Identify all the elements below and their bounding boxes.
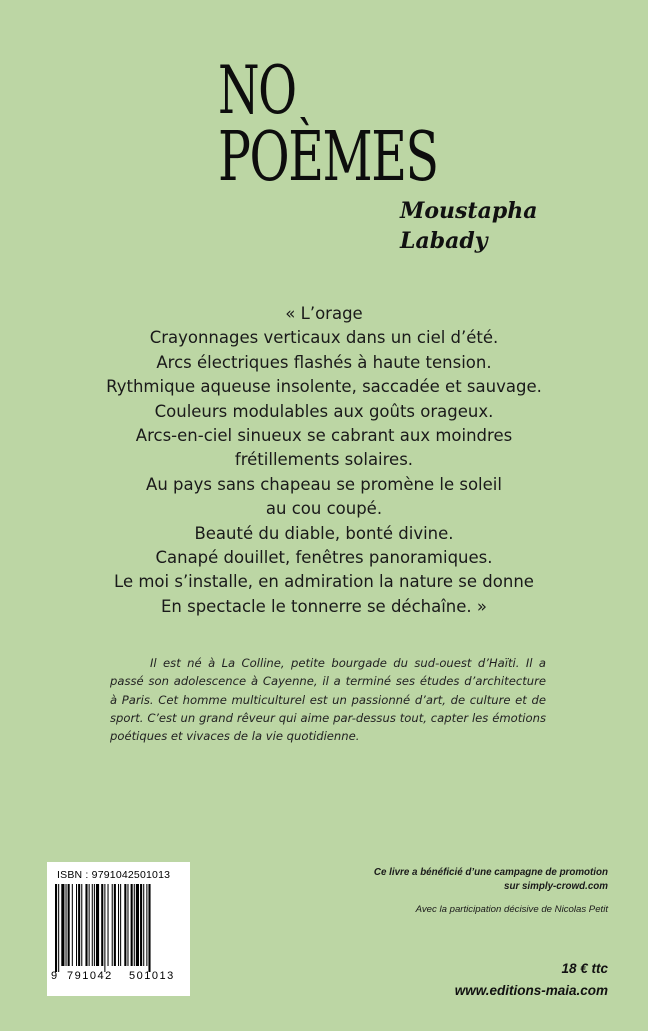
poem-line: En spectacle le tonnerre se déchaîne. » bbox=[160, 596, 487, 616]
poem-line: frétillements solaires. bbox=[234, 450, 414, 470]
barcode-bar bbox=[124, 884, 126, 966]
bio-line: passé son adolescence à Cayenne, il a terminé ses études d’architecture bbox=[110, 674, 546, 689]
barcode-bar bbox=[58, 884, 59, 972]
promo-notice bbox=[288, 866, 608, 894]
publisher-website: www.editions-maia.com bbox=[454, 983, 608, 998]
barcode-bar bbox=[92, 884, 93, 966]
bio-line: poétiques et vivaces de la vie quotidienne. bbox=[110, 729, 360, 744]
author-biography bbox=[110, 654, 546, 745]
barcode-bar bbox=[68, 884, 70, 966]
barcode-bar bbox=[112, 884, 113, 966]
barcode-bar bbox=[61, 884, 64, 966]
barcode-bar bbox=[136, 884, 139, 966]
barcode-bar bbox=[94, 884, 95, 966]
barcode-bar bbox=[143, 884, 144, 966]
poem-line: Rythmique aqueuse insolente, saccadée et sauvage. bbox=[106, 377, 542, 397]
barcode-bar bbox=[127, 884, 128, 966]
book-title-line-2: POÈMES bbox=[218, 118, 438, 197]
barcode-bar bbox=[101, 884, 103, 966]
book-title-line-1: NO bbox=[218, 52, 296, 129]
barcode-digit-first: 9 bbox=[51, 970, 58, 982]
isbn-label: ISBN : 9791042501013 bbox=[57, 869, 171, 881]
promo-line: Ce livre a bénéficié d’une campagne de promotion bbox=[373, 867, 608, 878]
poem-line: Au pays sans chapeau se promène le soleil bbox=[146, 474, 502, 494]
bio-line: sport. C’est un grand rêveur qui aime par-dessus tout, capter les émotions bbox=[110, 710, 546, 725]
poem-line: Arcs-en-ciel sinueux se cabrant aux moindres bbox=[135, 426, 513, 446]
barcode-digits-right: 501013 bbox=[129, 970, 175, 982]
barcode-bar bbox=[146, 884, 147, 966]
barcode-bars bbox=[53, 884, 184, 972]
barcode-bar bbox=[120, 884, 121, 966]
barcode-bar bbox=[76, 884, 77, 966]
barcode-bar bbox=[55, 884, 57, 972]
barcode-bar bbox=[78, 884, 80, 966]
barcode-bar bbox=[134, 884, 135, 966]
barcode-bar bbox=[131, 884, 133, 966]
poem-line: Crayonnages verticaux dans un ciel d’été. bbox=[149, 328, 499, 348]
bio-line: Il est né à La Colline, petite bourgade du sud-ouest d’Haïti. Il a bbox=[150, 656, 546, 670]
barcode-bar bbox=[85, 884, 87, 966]
poem-line: Beauté du diable, bonté divine. bbox=[194, 523, 454, 543]
poem-excerpt bbox=[60, 302, 588, 619]
promo-line: sur simply-crowd.com bbox=[504, 881, 608, 892]
barcode-bar bbox=[104, 884, 105, 972]
barcode-bar bbox=[66, 884, 67, 966]
barcode-bar bbox=[114, 884, 116, 966]
bio-line: à Paris. Cet homme multiculturel est un passionné d’art, de culture et de bbox=[110, 692, 546, 707]
barcode-bar bbox=[148, 884, 150, 972]
barcode-bar bbox=[89, 884, 90, 966]
price: 18 € ttc bbox=[561, 961, 608, 976]
poem-line: Couleurs modulables aux goûts orageux. bbox=[154, 401, 494, 421]
poem-line: Le moi s’installe, en admiration la nature se donne bbox=[114, 572, 534, 592]
barcode-bar bbox=[118, 884, 119, 966]
poem-line: Arcs électriques flashés à haute tension. bbox=[156, 352, 492, 372]
barcode-bar bbox=[108, 884, 109, 966]
barcode-digits-left: 791042 bbox=[67, 970, 113, 982]
author-last-name: Labady bbox=[400, 228, 488, 254]
author-first-name: Moustapha bbox=[400, 198, 538, 224]
isbn-barcode bbox=[47, 862, 190, 996]
poem-line: au cou coupé. bbox=[265, 499, 383, 519]
barcode-bar bbox=[72, 884, 73, 966]
poem-line: Canapé douillet, fenêtres panoramiques. bbox=[155, 548, 493, 568]
barcode-bar bbox=[81, 884, 82, 966]
barcode-bar bbox=[140, 884, 142, 966]
barcode-bar bbox=[96, 884, 99, 966]
participation-notice: Avec la participation décisive de Nicolas Petit bbox=[415, 904, 608, 915]
poem-line: « L’orage bbox=[285, 304, 363, 323]
